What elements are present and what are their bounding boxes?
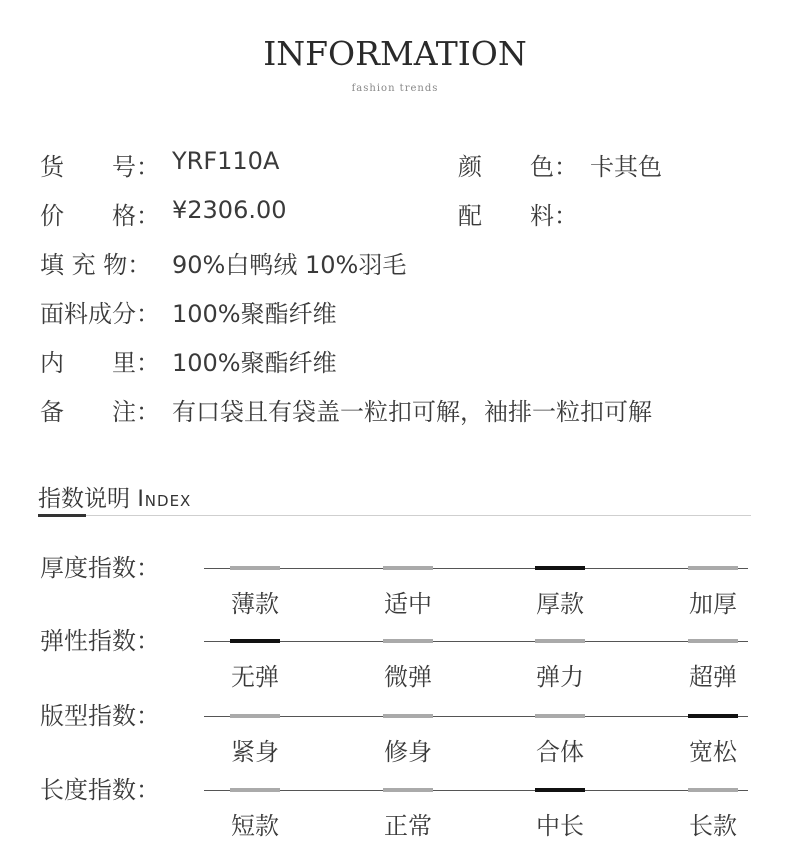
color-label: 颜 色：: [458, 153, 578, 181]
index-option: 微弹: [384, 663, 432, 691]
lining-value: 100%聚酯纤维: [172, 349, 337, 377]
index-label: 厚度指数：: [40, 554, 160, 582]
index-marker: [688, 714, 738, 718]
index-title-cn: 指数说明: [38, 486, 130, 512]
item-no-value: YRF110A: [172, 147, 280, 175]
index-scale-line: [204, 790, 748, 791]
color-value: 卡其色: [590, 153, 662, 181]
index-marker: [230, 566, 280, 570]
index-marker: [230, 788, 280, 792]
fabric-label: 面料成分：: [40, 300, 160, 328]
index-option: 合体: [536, 738, 584, 766]
index-marker: [688, 788, 738, 792]
price-label: 价 格：: [40, 202, 160, 230]
filling-value: 90%白鸭绒 10%羽毛: [172, 251, 407, 279]
accessory-label: 配 料：: [458, 202, 578, 230]
index-label: 弹性指数：: [40, 627, 160, 655]
remark-label: 备 注：: [40, 398, 160, 426]
fabric-value: 100%聚酯纤维: [172, 300, 337, 328]
index-marker: [230, 639, 280, 643]
remark-value: 有口袋且有袋盖一粒扣可解，袖排一粒扣可解: [172, 398, 652, 426]
index-marker: [383, 714, 433, 718]
index-option: 适中: [384, 590, 432, 618]
index-marker: [383, 566, 433, 570]
item-no-label: 货 号：: [40, 153, 160, 181]
index-option: 短款: [231, 812, 279, 840]
index-option: 紧身: [231, 738, 279, 766]
page-title: INFORMATION: [263, 34, 527, 73]
index-marker: [535, 639, 585, 643]
index-label: 版型指数：: [40, 702, 160, 730]
index-marker: [535, 566, 585, 570]
page-subtitle: fashion trends: [351, 83, 439, 94]
index-title-en: Index: [137, 487, 192, 512]
index-option: 长款: [689, 812, 737, 840]
index-marker: [230, 714, 280, 718]
index-option: 宽松: [689, 738, 737, 766]
index-scale-line: [204, 641, 748, 642]
index-marker: [688, 566, 738, 570]
index-option: 加厚: [689, 590, 737, 618]
index-marker: [688, 639, 738, 643]
index-option: 中长: [536, 812, 584, 840]
filling-label: 填 充 物：: [40, 251, 152, 279]
index-marker: [535, 788, 585, 792]
index-option: 薄款: [231, 590, 279, 618]
index-option: 厚款: [536, 590, 584, 618]
index-scale-line: [204, 568, 748, 569]
index-divider: [38, 515, 751, 516]
index-section-title: [38, 480, 191, 513]
index-option: 弹力: [536, 663, 584, 691]
index-option: 无弹: [231, 663, 279, 691]
price-value: ¥2306.00: [172, 196, 287, 224]
index-option: 修身: [384, 738, 432, 766]
index-marker: [383, 639, 433, 643]
index-divider-accent: [38, 514, 86, 517]
index-marker: [535, 714, 585, 718]
index-marker: [383, 788, 433, 792]
index-label: 长度指数：: [40, 776, 160, 804]
index-option: 正常: [384, 812, 432, 840]
index-option: 超弹: [689, 663, 737, 691]
lining-label: 内 里：: [40, 349, 160, 377]
index-scale-line: [204, 716, 748, 717]
